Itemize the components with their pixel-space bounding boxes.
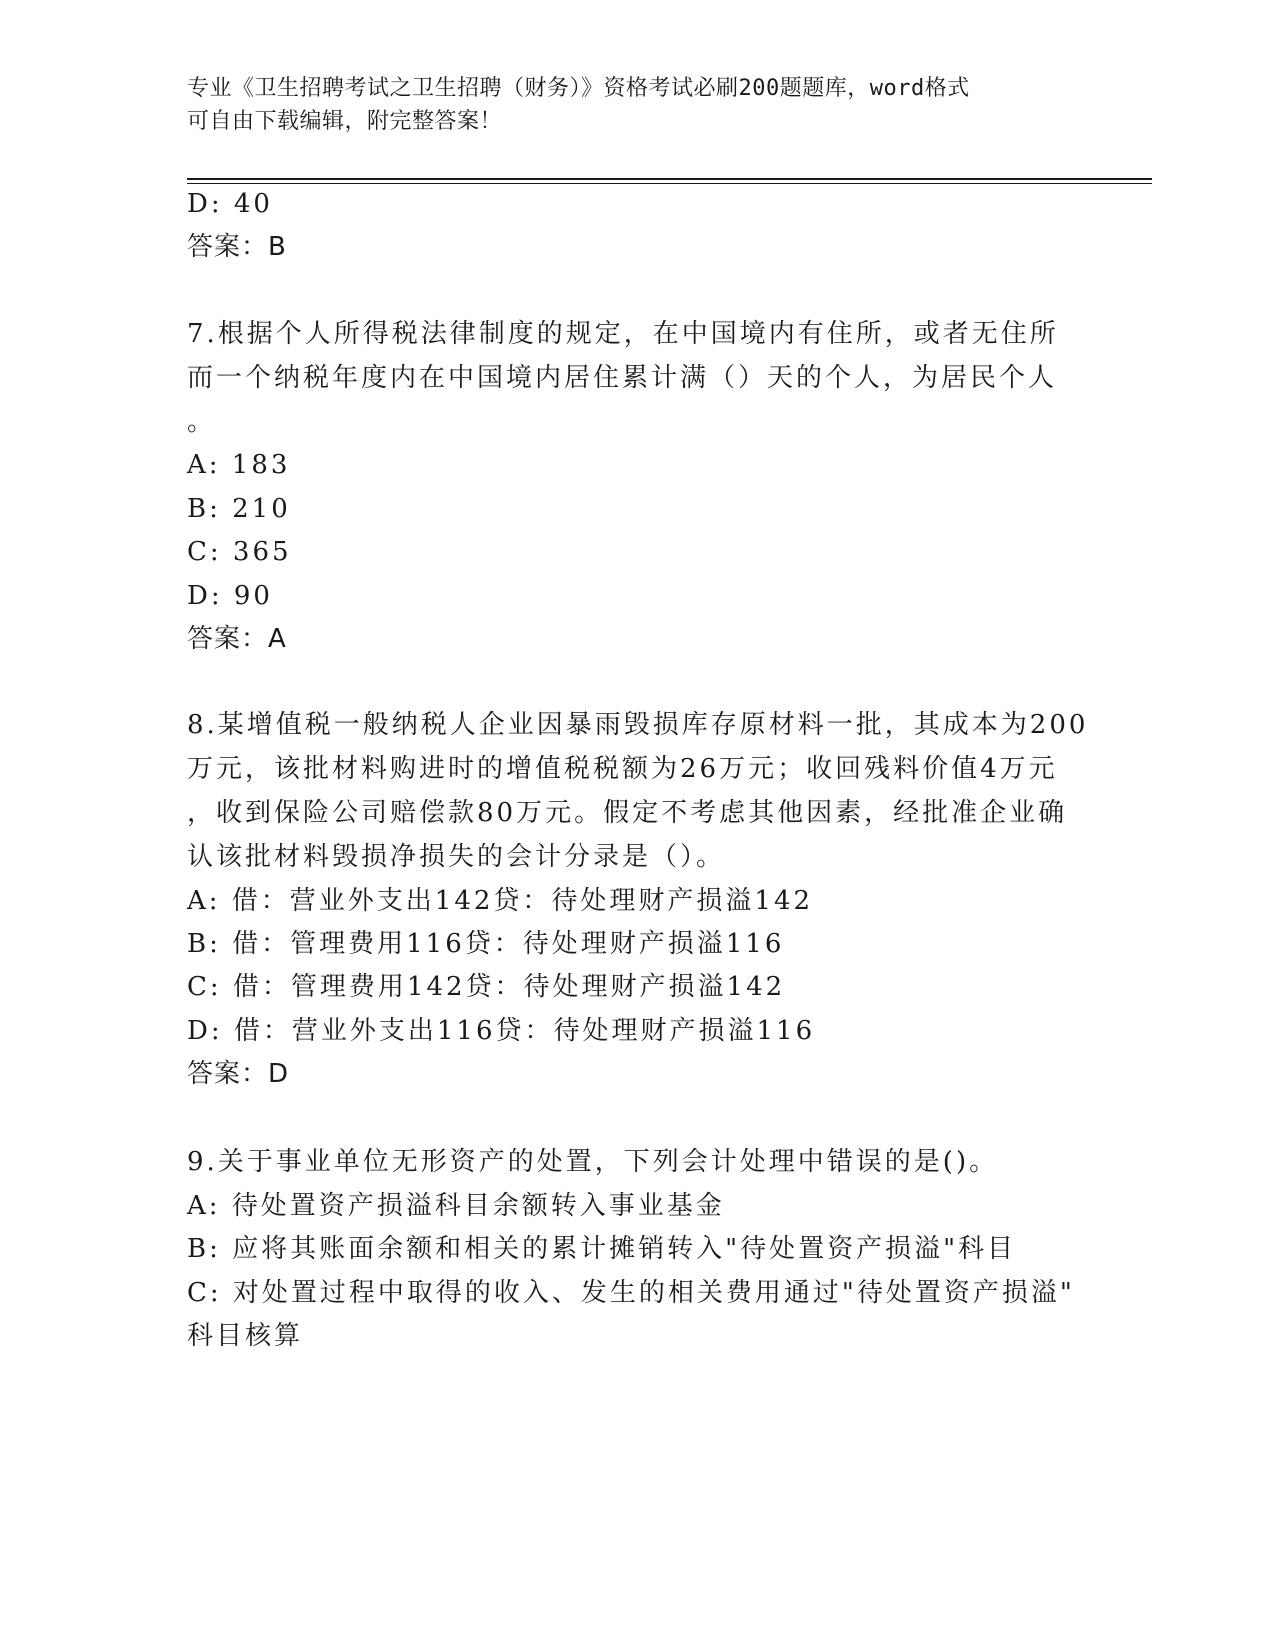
- q9-stem-line-1: 9.关于事业单位无形资产的处置，下列会计处理中错误的是()。: [187, 1147, 999, 1177]
- q9-option-a: A: 待处置资产损溢科目余额转入事业基金: [187, 1191, 725, 1221]
- q9-option-c: C: 对处置过程中取得的收入、发生的相关费用通过"待处置资产损溢": [187, 1278, 1075, 1308]
- q9-option-c-continued: 科目核算: [187, 1321, 304, 1351]
- q9-option-b: B: 应将其账面余额和相关的累计摊销转入"待处置资产损溢"科目: [187, 1234, 1017, 1264]
- q8-stem-line-3: ，收到保险公司赔偿款80万元。假定不考虑其他因素，经批准企业确: [187, 798, 1068, 828]
- document-header: [187, 72, 1087, 138]
- q7-option-c: C: 365: [187, 537, 292, 567]
- q8-option-d: D: 借：营业外支出116贷：待处理财产损溢116: [187, 1016, 816, 1046]
- header-divider-thin: [187, 183, 1152, 184]
- header-line-1: 专业《卫生招聘考试之卫生招聘（财务）》资格考试必刷200题题库，word格式: [187, 76, 970, 101]
- header-line-2: 可自由下载编辑，附完整答案！: [187, 109, 503, 134]
- q8-option-c: C: 借：管理费用142贷：待处理财产损溢142: [187, 972, 786, 1002]
- prev-answer: 答案：B: [187, 232, 287, 262]
- q7-option-d: D: 90: [187, 581, 273, 611]
- q7-option-b: B: 210: [187, 494, 291, 524]
- q8-answer: 答案：D: [187, 1059, 290, 1089]
- header-divider-thick: [187, 178, 1152, 180]
- q7-option-a: A: 183: [187, 450, 291, 480]
- q7-stem-line-3: 。: [187, 407, 217, 437]
- q7-answer: 答案：A: [187, 624, 287, 654]
- prev-option-d: D: 40: [187, 189, 273, 219]
- q8-stem-line-4: 认该批材料毁损净损失的会计分录是（）。: [187, 842, 726, 872]
- q8-option-a: A: 借：营业外支出142贷：待处理财产损溢142: [187, 886, 814, 916]
- q8-stem-line-1: 8.某增值税一般纳税人企业因暴雨毁损库存原材料一批，其成本为200: [187, 710, 1089, 740]
- q7-stem-line-1: 7.根据个人所得税法律制度的规定，在中国境内有住所，或者无住所: [187, 319, 1059, 349]
- q7-stem-line-2: 而一个纳税年度内在中国境内居住累计满（）天的个人，为居民个人: [187, 363, 1058, 393]
- q8-option-b: B: 借：管理费用116贷：待处理财产损溢116: [187, 929, 785, 959]
- q8-stem-line-2: 万元，该批材料购进时的增值税税额为26万元；收回残料价值4万元: [187, 754, 1058, 784]
